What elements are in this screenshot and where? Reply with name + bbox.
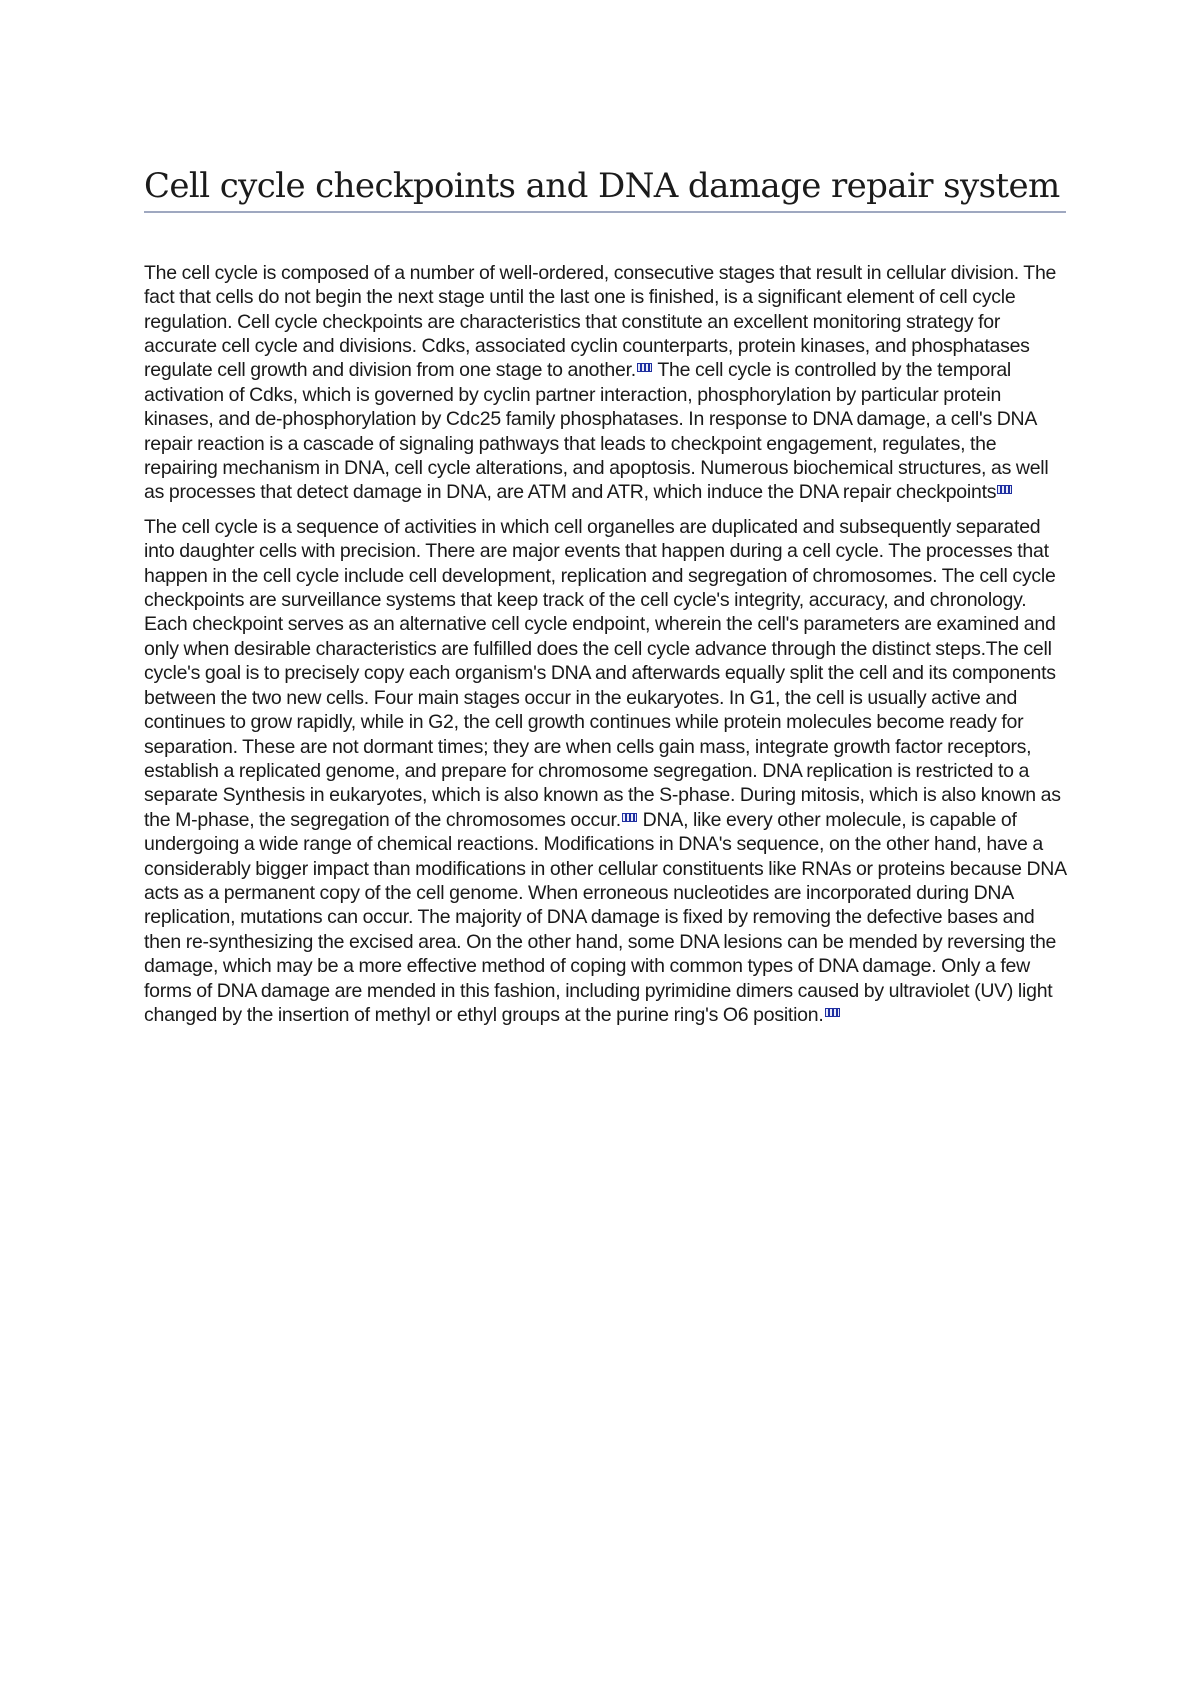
- paragraph-2-text-2: DNA, like every other molecule, is capable of undergoing a wide range of chemical reactions. Modifications in DNA's sequence, on the other hand, have a considerably bigger impact than modifications in other cellular constituents like RNAs or proteins because DNA acts as a permanent copy of the cell genome. When erroneous nucleotides are incorporated during DNA replication, mutations can occur. The majority of DNA damage is fixed by removing the defective bases and then re-synthesizing the excised area. On the other hand, some DNA lesions can be mended by reversing the damage, which may be a more effective method of coping with common types of DNA damage. Only a few forms of DNA damage are mended in this fashion, including pyrimidine dimers caused by ultraviolet (UV) light changed by the insertion of methyl or ethyl groups at the purine ring's O6 position.: [144, 808, 1066, 1026]
- document-body: [144, 261, 1066, 1028]
- citation-link-icon[interactable]: [997, 485, 1012, 494]
- citation-link-icon[interactable]: [825, 1008, 840, 1017]
- citation-link-icon[interactable]: [637, 363, 652, 372]
- paragraph-1-text-2: The cell cycle is controlled by the temporal activation of Cdks, which is governed by cyclin partner interaction, phosphorylation by particular protein kinases, and de-phosphorylation by Cdc25 family phosphatases. In response to DNA damage, a cell's DNA repair reaction is a cascade of signaling pathways that leads to checkpoint engagement, regulates, the repairing mechanism in DNA, cell cycle alterations, and apoptosis. Numerous biochemical structures, as well as processes that detect damage in DNA, are ATM and ATR, which induce the DNA repair checkpoints: [144, 359, 1049, 504]
- paragraph-2: [144, 515, 1066, 1028]
- document-title: Cell cycle checkpoints and DNA damage repair system: [144, 166, 1066, 213]
- paragraph-1: [144, 261, 1066, 505]
- citation-link-icon[interactable]: [622, 813, 637, 822]
- paragraph-1-text-1: The cell cycle is composed of a number of well-ordered, consecutive stages that result in cellular division. The fact that cells do not begin the next stage until the last one is finished, is a significant element of cell cycle regulation. Cell cycle checkpoints are characteristics that constitute an excellent monitoring strategy for accurate cell cycle and divisions. Cdks, associated cyclin counterparts, protein kinases, and phosphatases regulate cell growth and division from one stage to another.: [144, 261, 1057, 382]
- document-content: [144, 166, 1066, 1037]
- paragraph-2-text-1: The cell cycle is a sequence of activities in which cell organelles are duplicated and subsequently separated into daughter cells with precision. There are major events that happen during a cell cycle. The processes that happen in the cell cycle include cell development, replication and segregation of chromosomes. The cell cycle checkpoints are surveillance systems that keep track of the cell cycle's integrity, accuracy, and chronology. Each checkpoint serves as an alternative cell cycle endpoint, wherein the cell's parameters are examined and only when desirable characteristics are fulfilled does the cell cycle advance through the distinct steps.The cell cycle's goal is to precisely copy each organism's DNA and afterwards equally split the cell and its components between the two new cells. Four main stages occur in the eukaryotes. In G1, the cell is usually active and continues to grow rapidly, while in G2, the cell growth continues while protein molecules become ready for separation. These are not dormant times; they are when cells gain mass, integrate growth factor receptors, establish a replicated genome, and prepare for chromosome segregation. DNA replication is restricted to a separate Synthesis in eukaryotes, which is also known as the S-phase. During mitosis, which is also known as the M-phase, the segregation of the chromosomes occur.: [144, 515, 1061, 831]
